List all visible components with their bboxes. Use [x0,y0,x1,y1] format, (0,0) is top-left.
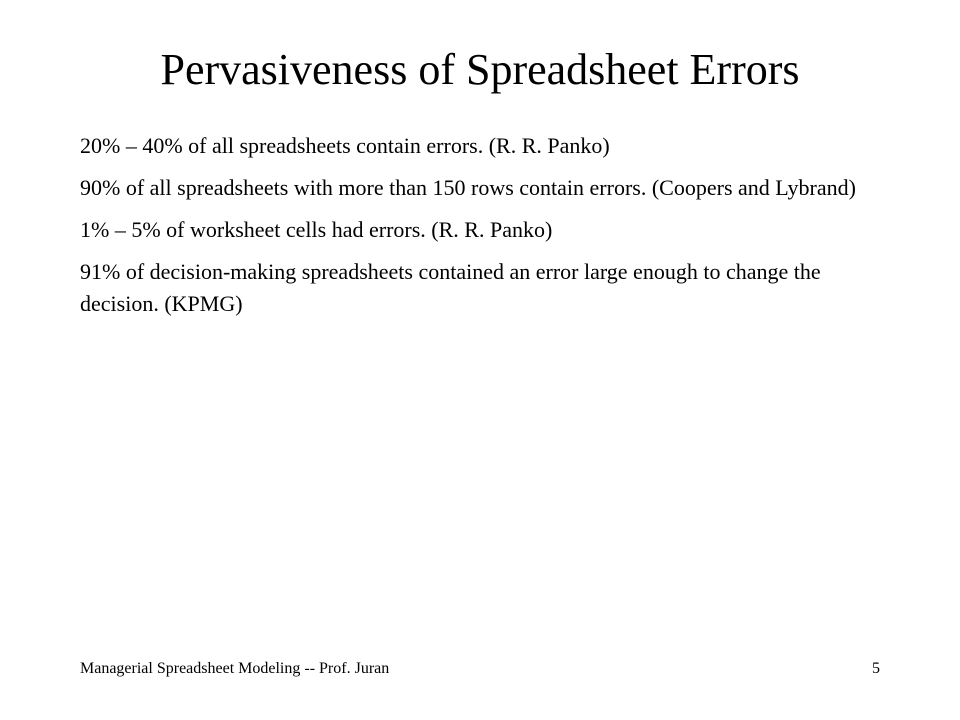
bullet-item: 1% – 5% of worksheet cells had errors. (R. R. Panko) [80,217,553,242]
page-number: 5 [872,660,880,677]
bullet-item: 90% of all spreadsheets with more than 150 rows contain errors. (Coopers and Lybrand) [80,175,856,200]
bullet-list [80,130,860,330]
footer-course-label: Managerial Spreadsheet Modeling -- Prof. Juran [80,660,390,677]
bullet-item: 20% – 40% of all spreadsheets contain errors. (R. R. Panko) [80,133,610,158]
slide-title: Pervasiveness of Spreadsheet Errors [160,45,800,94]
bullet-item: 91% of decision-making spreadsheets contained an error large enough to change the decision. (KPMG) [80,259,821,316]
